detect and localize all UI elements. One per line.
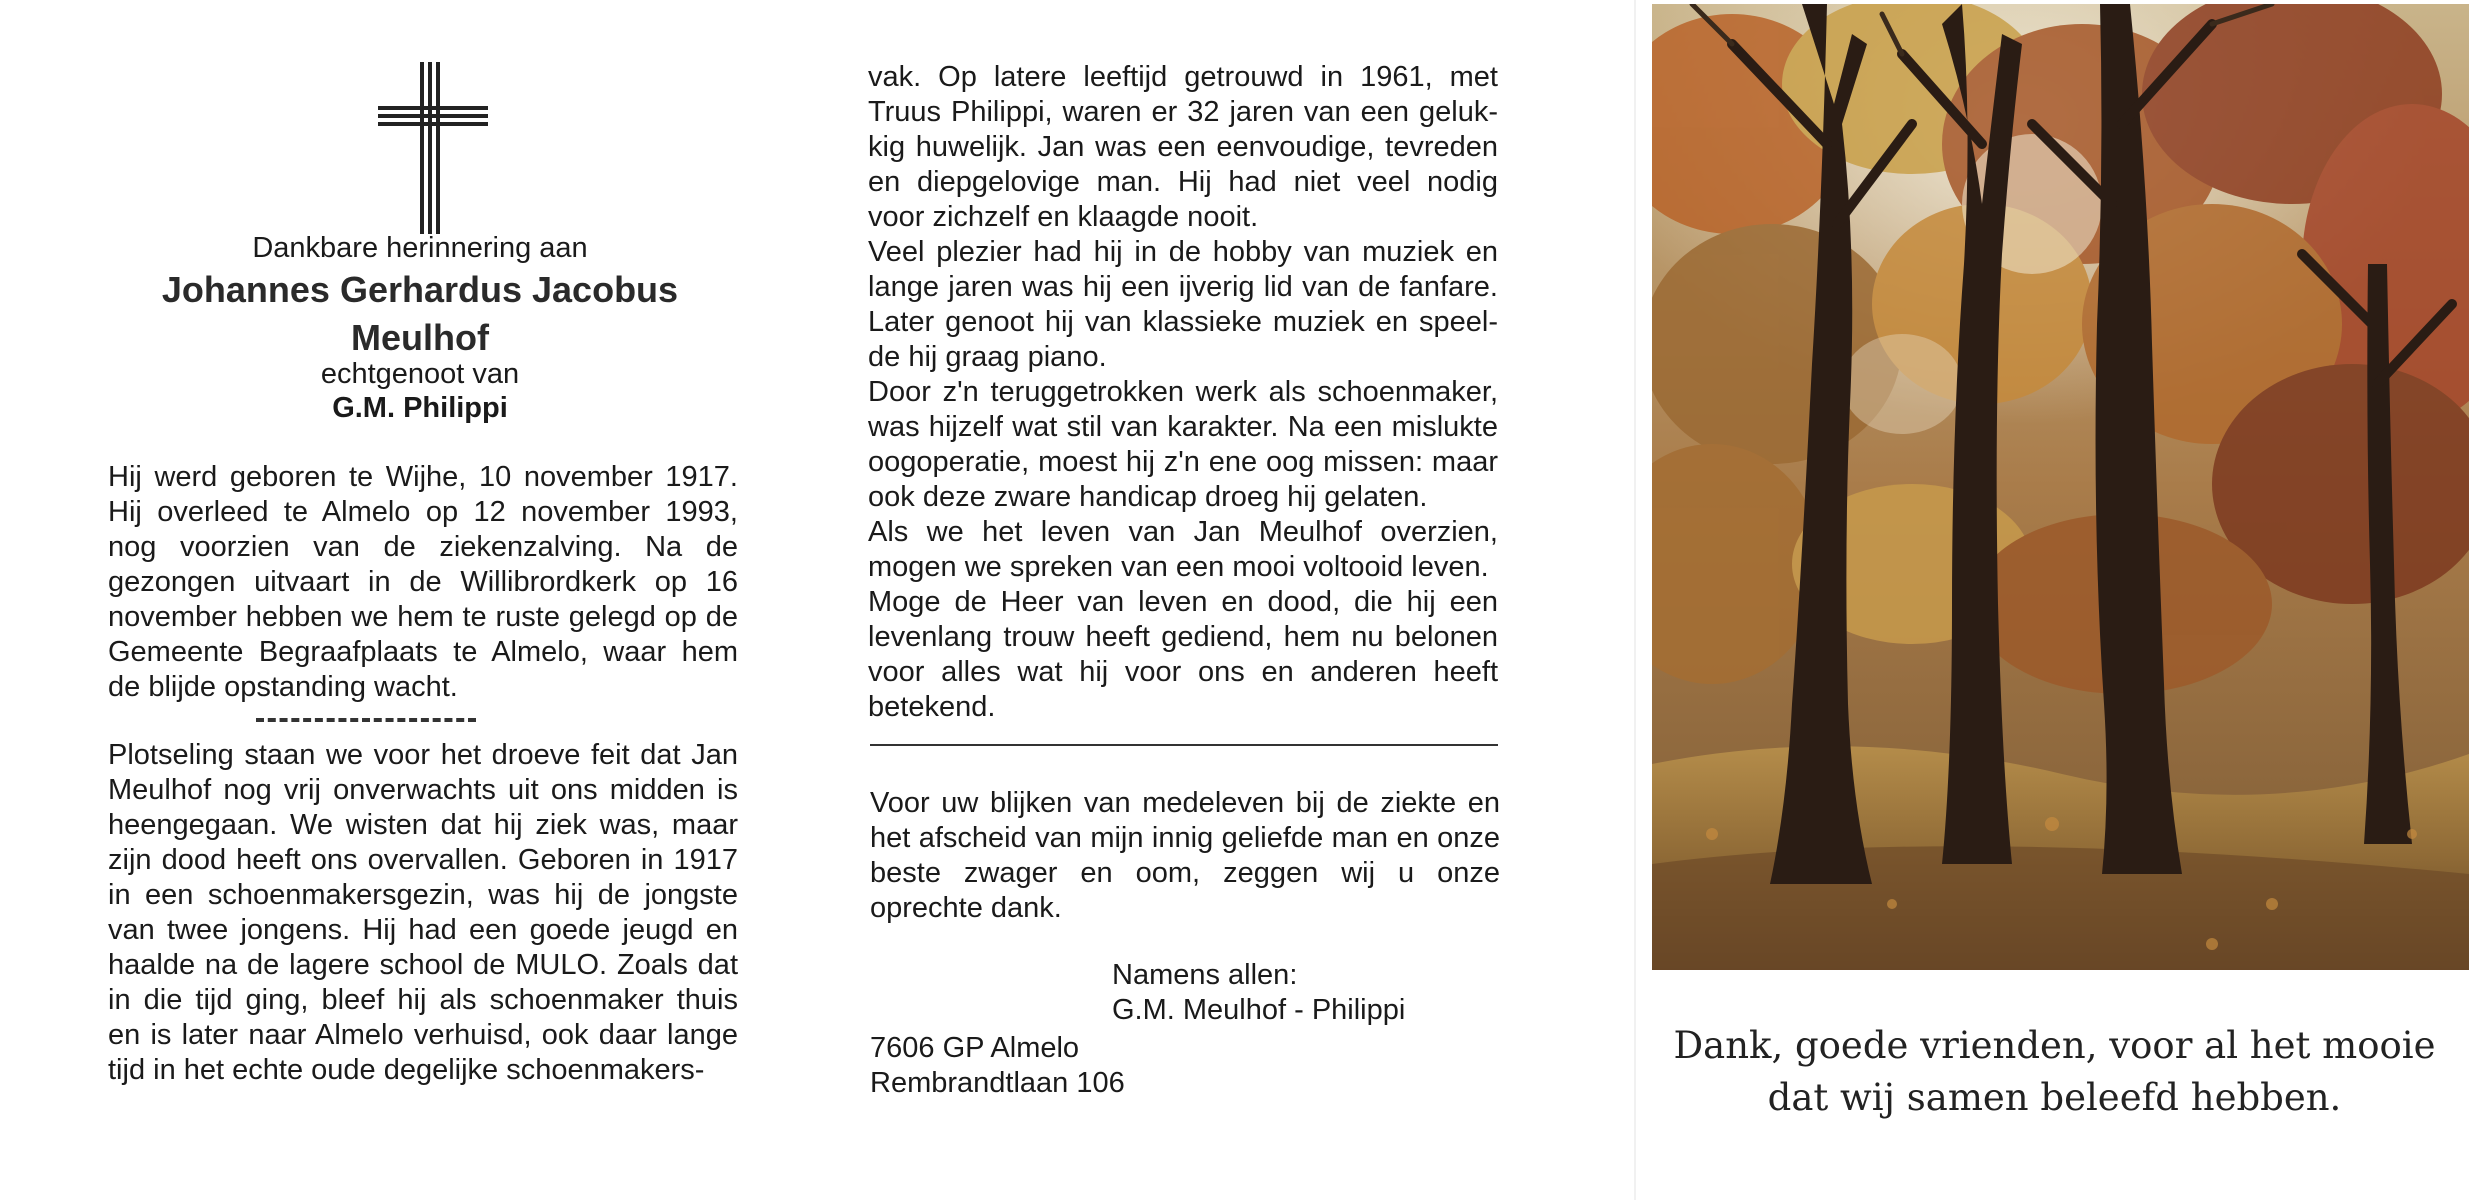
quote-line-2: dat wij samen beleefd hebben. bbox=[1767, 1076, 2342, 1119]
fold-line bbox=[1634, 0, 1636, 1200]
bio-continuation bbox=[868, 60, 1498, 725]
autumn-forest-photo bbox=[1652, 4, 2469, 970]
deceased-name-line1: Johannes Gerhardus Jacobus bbox=[161, 269, 679, 310]
address-postal: 7606 GP Almelo bbox=[870, 1032, 1080, 1064]
horizontal-rule bbox=[870, 744, 1498, 746]
right-panel bbox=[1640, 0, 2469, 1200]
cross-icon bbox=[378, 62, 488, 234]
on-behalf-label: Namens allen: bbox=[1112, 959, 1298, 991]
bio-continuation-paragraph: Moge de Heer van leven en dood, die hij een levenlang trouw heeft gediend, hem nu belonen voor alles wat hij voor ons en anderen heeft betekend. bbox=[868, 586, 1498, 723]
quote-block bbox=[1640, 1020, 2469, 1124]
address-street: Rembrandtlaan 106 bbox=[870, 1067, 1125, 1099]
signatory-name: G.M. Meulhof - Philippi bbox=[1112, 994, 1406, 1026]
left-panel bbox=[0, 0, 830, 1200]
bio-continuation-paragraph: Als we het leven van Jan Meulhof overzien, mogen we spreken van een mooi voltooid leven. bbox=[868, 516, 1498, 583]
middle-panel bbox=[830, 0, 1630, 1200]
forest-image bbox=[1652, 4, 2469, 970]
deceased-name-line2: Meulhof bbox=[351, 317, 489, 358]
bio-continuation-paragraph: Door z'n teruggetrokken werk als schoenmaker, was hijzelf wat stil van karakter. Na een mislukte oogoperatie, moest hij z'n ene oog missen: maar ook deze zware handicap droeg hij gelaten. bbox=[868, 376, 1498, 513]
quote-line-1: Dank, goede vrienden, voor al het mooie bbox=[1673, 1024, 2436, 1067]
spouse-name: G.M. Philippi bbox=[332, 392, 508, 424]
memorial-intro: Dankbare herinnering aan bbox=[252, 232, 588, 264]
bio-continuation-paragraph: Veel plezier had hij in de hobby van muziek en lange jaren was hij een ijverig lid van de fanfare. Later genoot hij van klassieke muziek en speel-de hij graag piano. bbox=[868, 236, 1498, 373]
bio-paragraph-1: Hij werd geboren te Wijhe, 10 november 1917. Hij overleed te Almelo op 12 november 1993, nog voorzien van de ziekenzalving. Na de gezongen uitvaart in de Willibrordkerk op 16 november hebben we hem te ruste gelegd op de Gemeente Begraafplaats te Almelo, waar hem de blijde opstanding wacht. bbox=[108, 461, 738, 703]
spouse-label: echtgenoot van bbox=[320, 358, 520, 390]
thanks-message: Voor uw blijken van medeleven bij de ziekte en het afscheid van mijn innig geliefde man en onze beste zwager en oom, zeggen wij u onze oprechte dank. bbox=[870, 787, 1500, 924]
bio-paragraph-2: Plotseling staan we voor het droeve feit dat Jan Meulhof nog vrij onverwachts uit ons midden is heengegaan. We wisten dat hij ziek was, maar zijn dood heeft ons overvallen. Geboren in 1917 in een schoenmakersgezin, was hij de jongste van twee jongens. Hij had een goede jeugd en haalde na de lagere school de MULO. Zoals dat in die tijd ging, bleef hij als schoenmaker thuis en is later naar Almelo verhuisd, ook daar lange tijd in het echte oude degelijke schoenmakers- bbox=[108, 739, 738, 1086]
bio-continuation-paragraph: vak. Op latere leeftijd getrouwd in 1961, met Truus Philippi, waren er 32 jaren van een geluk-kig huwelijk. Jan was een eenvoudige, tevreden en diepgelovige man. Hij had niet veel nodig voor zichzelf en klaagde nooit. bbox=[868, 61, 1498, 233]
section-divider bbox=[256, 718, 476, 722]
